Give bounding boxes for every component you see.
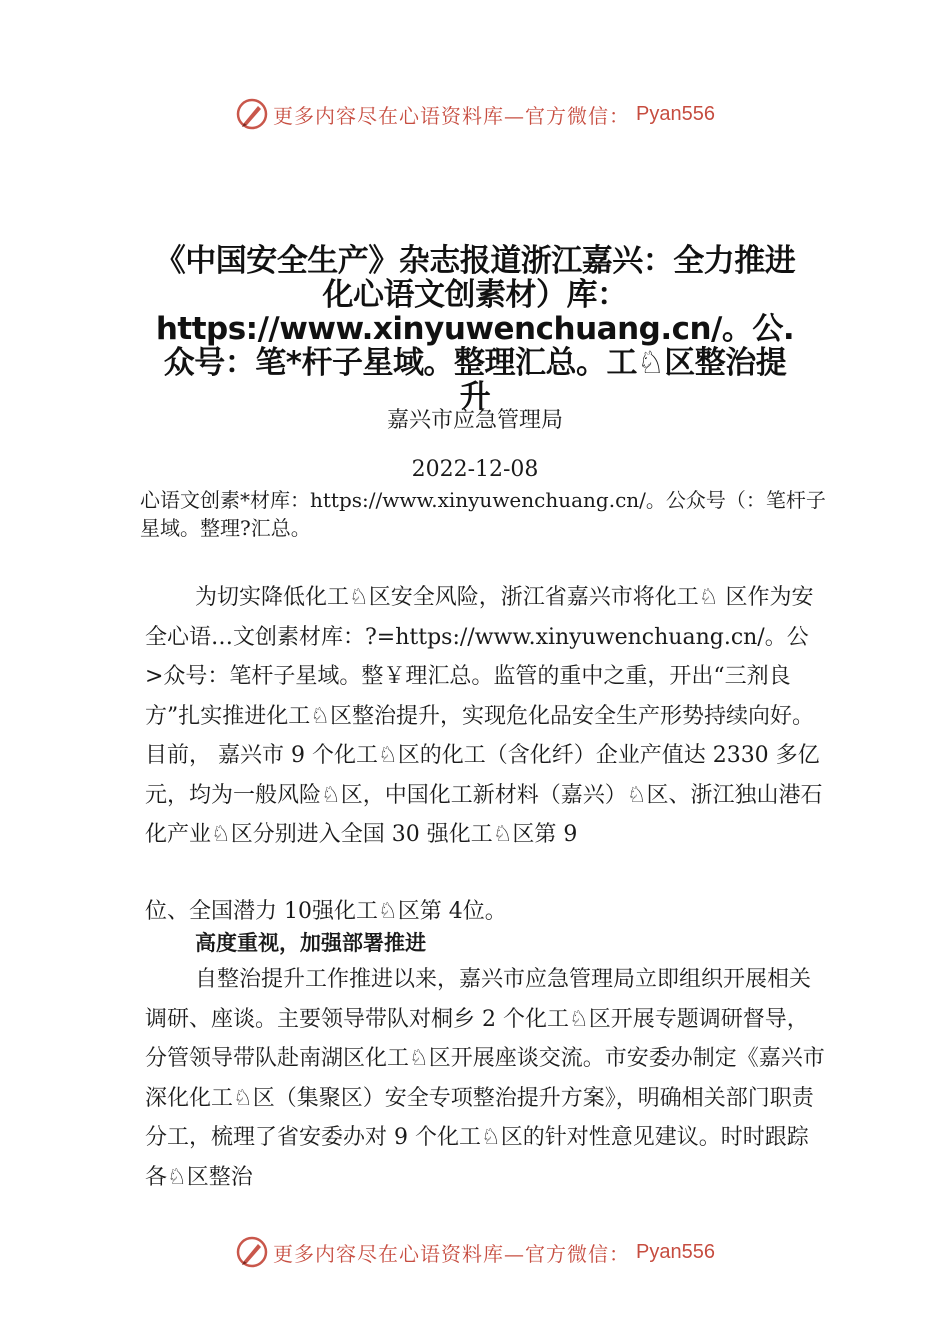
section-heading: 高度重视，加强部署推进 (195, 931, 426, 955)
watermark-text: 更多内容尽在心语资料库—官方微信： (273, 1241, 631, 1266)
watermark-footer (0, 1232, 950, 1272)
paragraph-1-tail: 位、全国潜力 10强化工♘区第 4位。 (145, 899, 507, 924)
pen-logo-icon (235, 1235, 269, 1269)
article-org: 嘉兴市应急管理局 (386, 408, 563, 433)
article-date: 2022-12-08 (411, 457, 539, 482)
article-title: 《中国安全生产》杂志报道浙江嘉兴：全力推进化心语文创素材）库：https://www.xinyuwenchuang.cn/。公.众号：笔*杆子星域。整理汇总。工♘区整治提升 (154, 243, 796, 415)
pen-logo-icon (235, 97, 269, 131)
paragraph-1: 为切实降低化工♘区安全风险，浙江省嘉兴市将化工♘ 区作为安全心语…文创素材库：?=https://www.xinyuwenchuang.cn/。公>众号：笔杆子星域。整￥理汇总。监管的重中之重，开出“三剂良方”扎实推进化工♘区整治提升，实现危化品安全生产形势持续向好。目前， 嘉兴市 9 个化工♘区的化工（含化纤）企业产值达 2330 多亿元，均为一般风险♘区，中国化工新材料（嘉兴）♘区、浙江独山港石化产业♘区分别进入全国 30 强化工♘区第 9 (145, 585, 823, 847)
watermark-header (0, 94, 950, 134)
watermark-wechat-id: Pyan556 (636, 102, 715, 125)
library-note: 心语文创素*材库：https://www.xinyuwenchuang.cn/。公众号（：笔杆子星域。整理?汇总。 (140, 488, 826, 540)
paragraph-2: 自整治提升工作推进以来，嘉兴市应急管理局立即组织开展相关调研、座谈。主要领导带队对桐乡 2 个化工♘区开展专题调研督导，分管领导带队赴南湖区化工♘区开展座谈交流。市安委办制定《嘉兴市深化化工♘区（集聚区）安全专项整治提升方案》，明确相关部门职责分工，梳理了省安委办对 9 个化工♘区的针对性意见建议。时时跟踪各♘区整治 (145, 967, 825, 1190)
watermark-text: 更多内容尽在心语资料库—官方微信： (273, 103, 631, 128)
watermark-wechat-id: Pyan556 (636, 1240, 715, 1263)
